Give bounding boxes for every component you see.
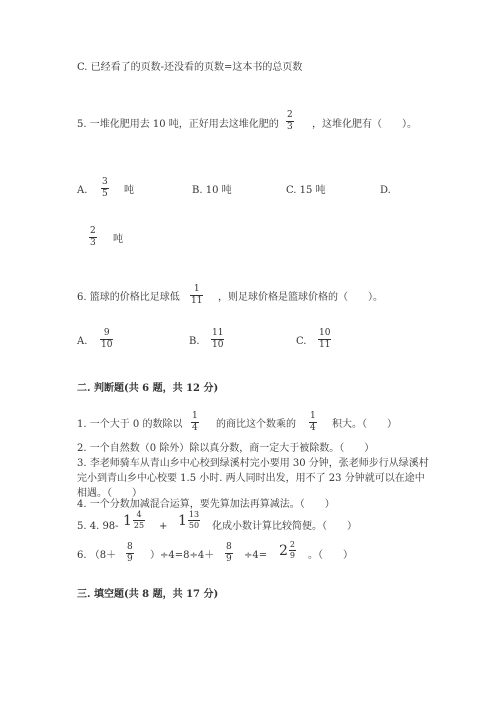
judge-6-fraction-2 xyxy=(225,543,233,564)
judge-5-mixed-2-whole: 1 xyxy=(178,512,187,529)
judge-1-part-1: 1. 一个大于 0 的数除以 xyxy=(77,419,183,430)
judge-6-fraction-1 xyxy=(126,543,134,564)
judge-6-fraction-2-numerator: 8 xyxy=(226,542,232,552)
judge-5-mixed-number-2 xyxy=(178,511,200,530)
judge-5-mixed-2-denominator: 50 xyxy=(188,521,200,530)
q6-option-b-numerator: 11 xyxy=(212,328,224,338)
q5-frac-numerator: 2 xyxy=(287,110,293,120)
q6-option-b-fraction xyxy=(211,329,224,350)
judge-1-fraction-1-numerator: 1 xyxy=(192,411,198,421)
q6-frac-denominator: 11 xyxy=(191,296,203,306)
q6-option-c-fraction xyxy=(318,329,331,350)
q6-option-b-label: B. xyxy=(189,336,200,347)
q6-fraction xyxy=(190,285,203,306)
q6-option-b-denominator: 10 xyxy=(212,340,224,350)
judge-6-mixed-number xyxy=(279,541,296,560)
q5-text-after: ，这堆化肥有（ ）。 xyxy=(312,119,417,130)
q6-option-a-fraction xyxy=(100,329,113,350)
judge-5-mixed-2-fraction xyxy=(188,511,200,530)
judge-6-fraction-1-numerator: 8 xyxy=(127,542,133,552)
q5-option-d-label: D. xyxy=(380,185,391,196)
judge-1-fraction-2-denominator: 4 xyxy=(310,423,316,433)
q6-option-a-numerator: 9 xyxy=(103,328,110,338)
judge-1-fraction-1 xyxy=(191,412,199,433)
judge-1-fraction-2-numerator: 1 xyxy=(310,411,316,421)
q5-option-a-numerator: 3 xyxy=(102,177,108,187)
judge-4: 4. 一个分数加减混合运算，要先算加法再算减法。（ ） xyxy=(77,499,335,510)
q5-option-a-unit: 吨 xyxy=(124,185,134,196)
q6-option-a-denominator: 10 xyxy=(101,340,113,350)
judge-3-line-2: 完小到青山乡中心校要 1.5 小时. 两人同时出发，用不了 23 分钟就可以在途中 xyxy=(77,473,425,484)
judge-5-mixed-1-numerator: 4 xyxy=(136,510,142,519)
judge-6-part-4: 。（ ） xyxy=(308,550,353,561)
q5-option-d-denominator: 3 xyxy=(90,238,96,248)
judge-2: 2. 一个自然数（0 除外）除以真分数，商一定大于被除数。（ ） xyxy=(77,443,375,454)
q5-option-b: B. 10 吨 xyxy=(192,185,232,196)
q5-option-a-denominator: 5 xyxy=(102,189,108,199)
judge-6-fraction-2-denominator: 9 xyxy=(226,554,232,564)
section-2-title: 二. 判断题(共 6 题，共 12 分) xyxy=(77,383,219,394)
q6-option-a-label: A. xyxy=(77,336,88,347)
judge-6-mixed-fraction xyxy=(289,541,296,560)
section-3-title: 三. 填空题(共 8 题，共 17 分) xyxy=(77,589,219,600)
q5-option-d-unit: 吨 xyxy=(113,234,123,245)
judge-1-fraction-1-denominator: 4 xyxy=(192,423,198,433)
q5-option-a-label: A. xyxy=(77,185,88,196)
q6-frac-numerator: 1 xyxy=(193,284,200,294)
judge-6-part-3: ÷4= xyxy=(244,550,268,561)
judge-6-mixed-numerator: 2 xyxy=(289,540,296,549)
judge-3-line-3: 相遇。（ ） xyxy=(77,488,142,499)
q5-option-a-fraction xyxy=(101,178,109,199)
q5-option-c: C. 15 吨 xyxy=(286,185,326,196)
judge-1-part-2: 的商比这个数乘的 xyxy=(216,419,296,430)
judge-5-mixed-1-denominator: 25 xyxy=(133,521,145,530)
judge-6-mixed-whole: 2 xyxy=(279,542,288,559)
q6-text-after: ，则足球价格是篮球价格的（ ）。 xyxy=(218,292,383,303)
judge-5-part-1: 5. 4. 98- xyxy=(77,521,119,532)
option-c-text: C. 已经看了的页数-还没看的页数=这本书的总页数 xyxy=(77,62,303,73)
judge-6-fraction-1-denominator: 9 xyxy=(127,554,133,564)
q6-option-c-label: C. xyxy=(296,336,307,347)
q6-option-c-denominator: 11 xyxy=(319,340,331,350)
judge-5-mixed-2-numerator: 13 xyxy=(188,510,200,519)
judge-5-part-2: 化成小数计算比较简便。（ ） xyxy=(212,521,357,532)
q5-frac-denominator: 3 xyxy=(287,122,293,132)
judge-5-mixed-number-1 xyxy=(123,511,145,530)
q5-option-d-numerator: 2 xyxy=(90,226,96,236)
q5-fraction xyxy=(286,111,294,132)
judge-3-line-1: 3. 李老师骑车从青山乡中心校到绿溪村完小要用 30 分钟，张老师步行从绿溪村 xyxy=(77,458,429,469)
judge-5-mixed-1-whole: 1 xyxy=(123,512,132,529)
judge-5-mixed-1-fraction xyxy=(133,511,145,530)
judge-6-part-2: ）÷4=8÷4＋ xyxy=(150,550,215,561)
judge-5-plus: + xyxy=(159,521,168,532)
judge-6-part-1: 6. （8＋ xyxy=(77,550,117,561)
q5-text-before: 5. 一堆化肥用去 10 吨，正好用去这堆化肥的 xyxy=(77,119,279,130)
q6-option-c-numerator: 10 xyxy=(319,328,331,338)
judge-1-fraction-2 xyxy=(309,412,317,433)
judge-1-part-3: 积大。（ ） xyxy=(332,419,397,430)
judge-6-mixed-denominator: 9 xyxy=(289,551,296,560)
q5-option-d-fraction xyxy=(89,227,97,248)
q6-text-before: 6. 篮球的价格比足球低 xyxy=(77,292,180,303)
